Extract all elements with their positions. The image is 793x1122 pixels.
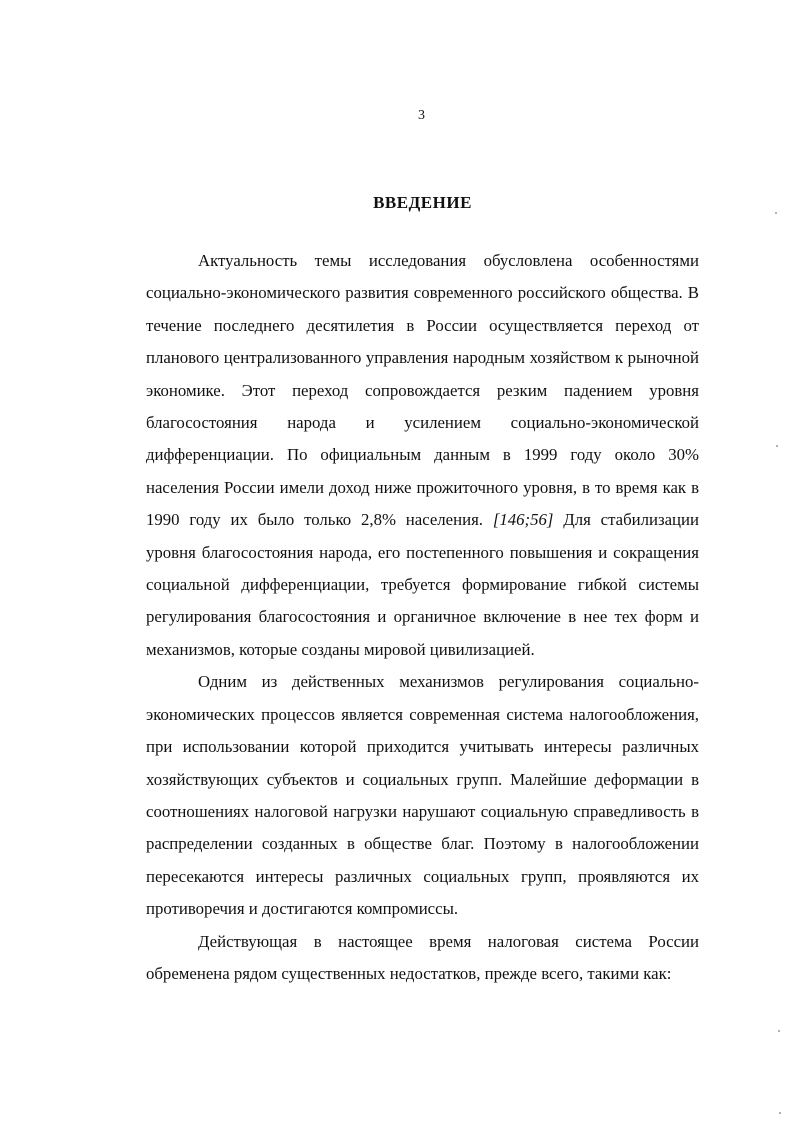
paragraph-1: [146, 245, 699, 666]
paragraph-3: Действующая в настоящее время налоговая система России обременена рядом существенных недостатков, прежде всего, такими как:: [146, 931, 699, 983]
paragraph-1-text-continued: Для стабилизации уровня благосостояния народа, его постепенного повышения и сокращения социальной дифференциации, требуется формирование гибкой системы регулирования благосостояния и органичное включение в нее тех форм и механизмов, которые созданы мировой цивилизацией.: [146, 510, 699, 659]
section-heading: ВВЕДЕНИЕ: [373, 193, 472, 212]
paragraph-1-text: Актуальность темы исследования обусловлена особенностями социально-экономического развития современного российского общества. В течение последнего десятилетия в России осуществляется переход от планового централизованного управления народным хозяйством к рыночной экономике. Этот переход сопровождается резким падением уровня благосостояния народа и усилением социально-экономической дифференциации. По официальным данным в 1999 году около 30% населения России имели доход ниже прожиточного уровня, в то время как в 1990 году их было только 2,8% населения.: [146, 251, 699, 530]
citation-reference: [146;56]: [492, 510, 554, 530]
scan-speck: [778, 1030, 780, 1032]
scan-speck: [775, 212, 777, 214]
scan-speck: [776, 445, 778, 447]
paragraph-2: Одним из действенных механизмов регулирования социально-экономических процессов является современная система налогообложения, при использовании которой приходится учитывать интересы различных хозяйствующих субъектов и социальных групп. Малейшие деформации в соотношениях налоговой нагрузки нарушают социальную справедливость в распределении созданных в обществе благ. Поэтому в налогообложении пересекаются интересы различных социальных групп, проявляются их противоречия и достигаются компромиссы.: [146, 672, 699, 919]
page-number: 3: [418, 108, 425, 123]
scan-speck: [779, 1112, 781, 1114]
body-text: [146, 245, 699, 990]
